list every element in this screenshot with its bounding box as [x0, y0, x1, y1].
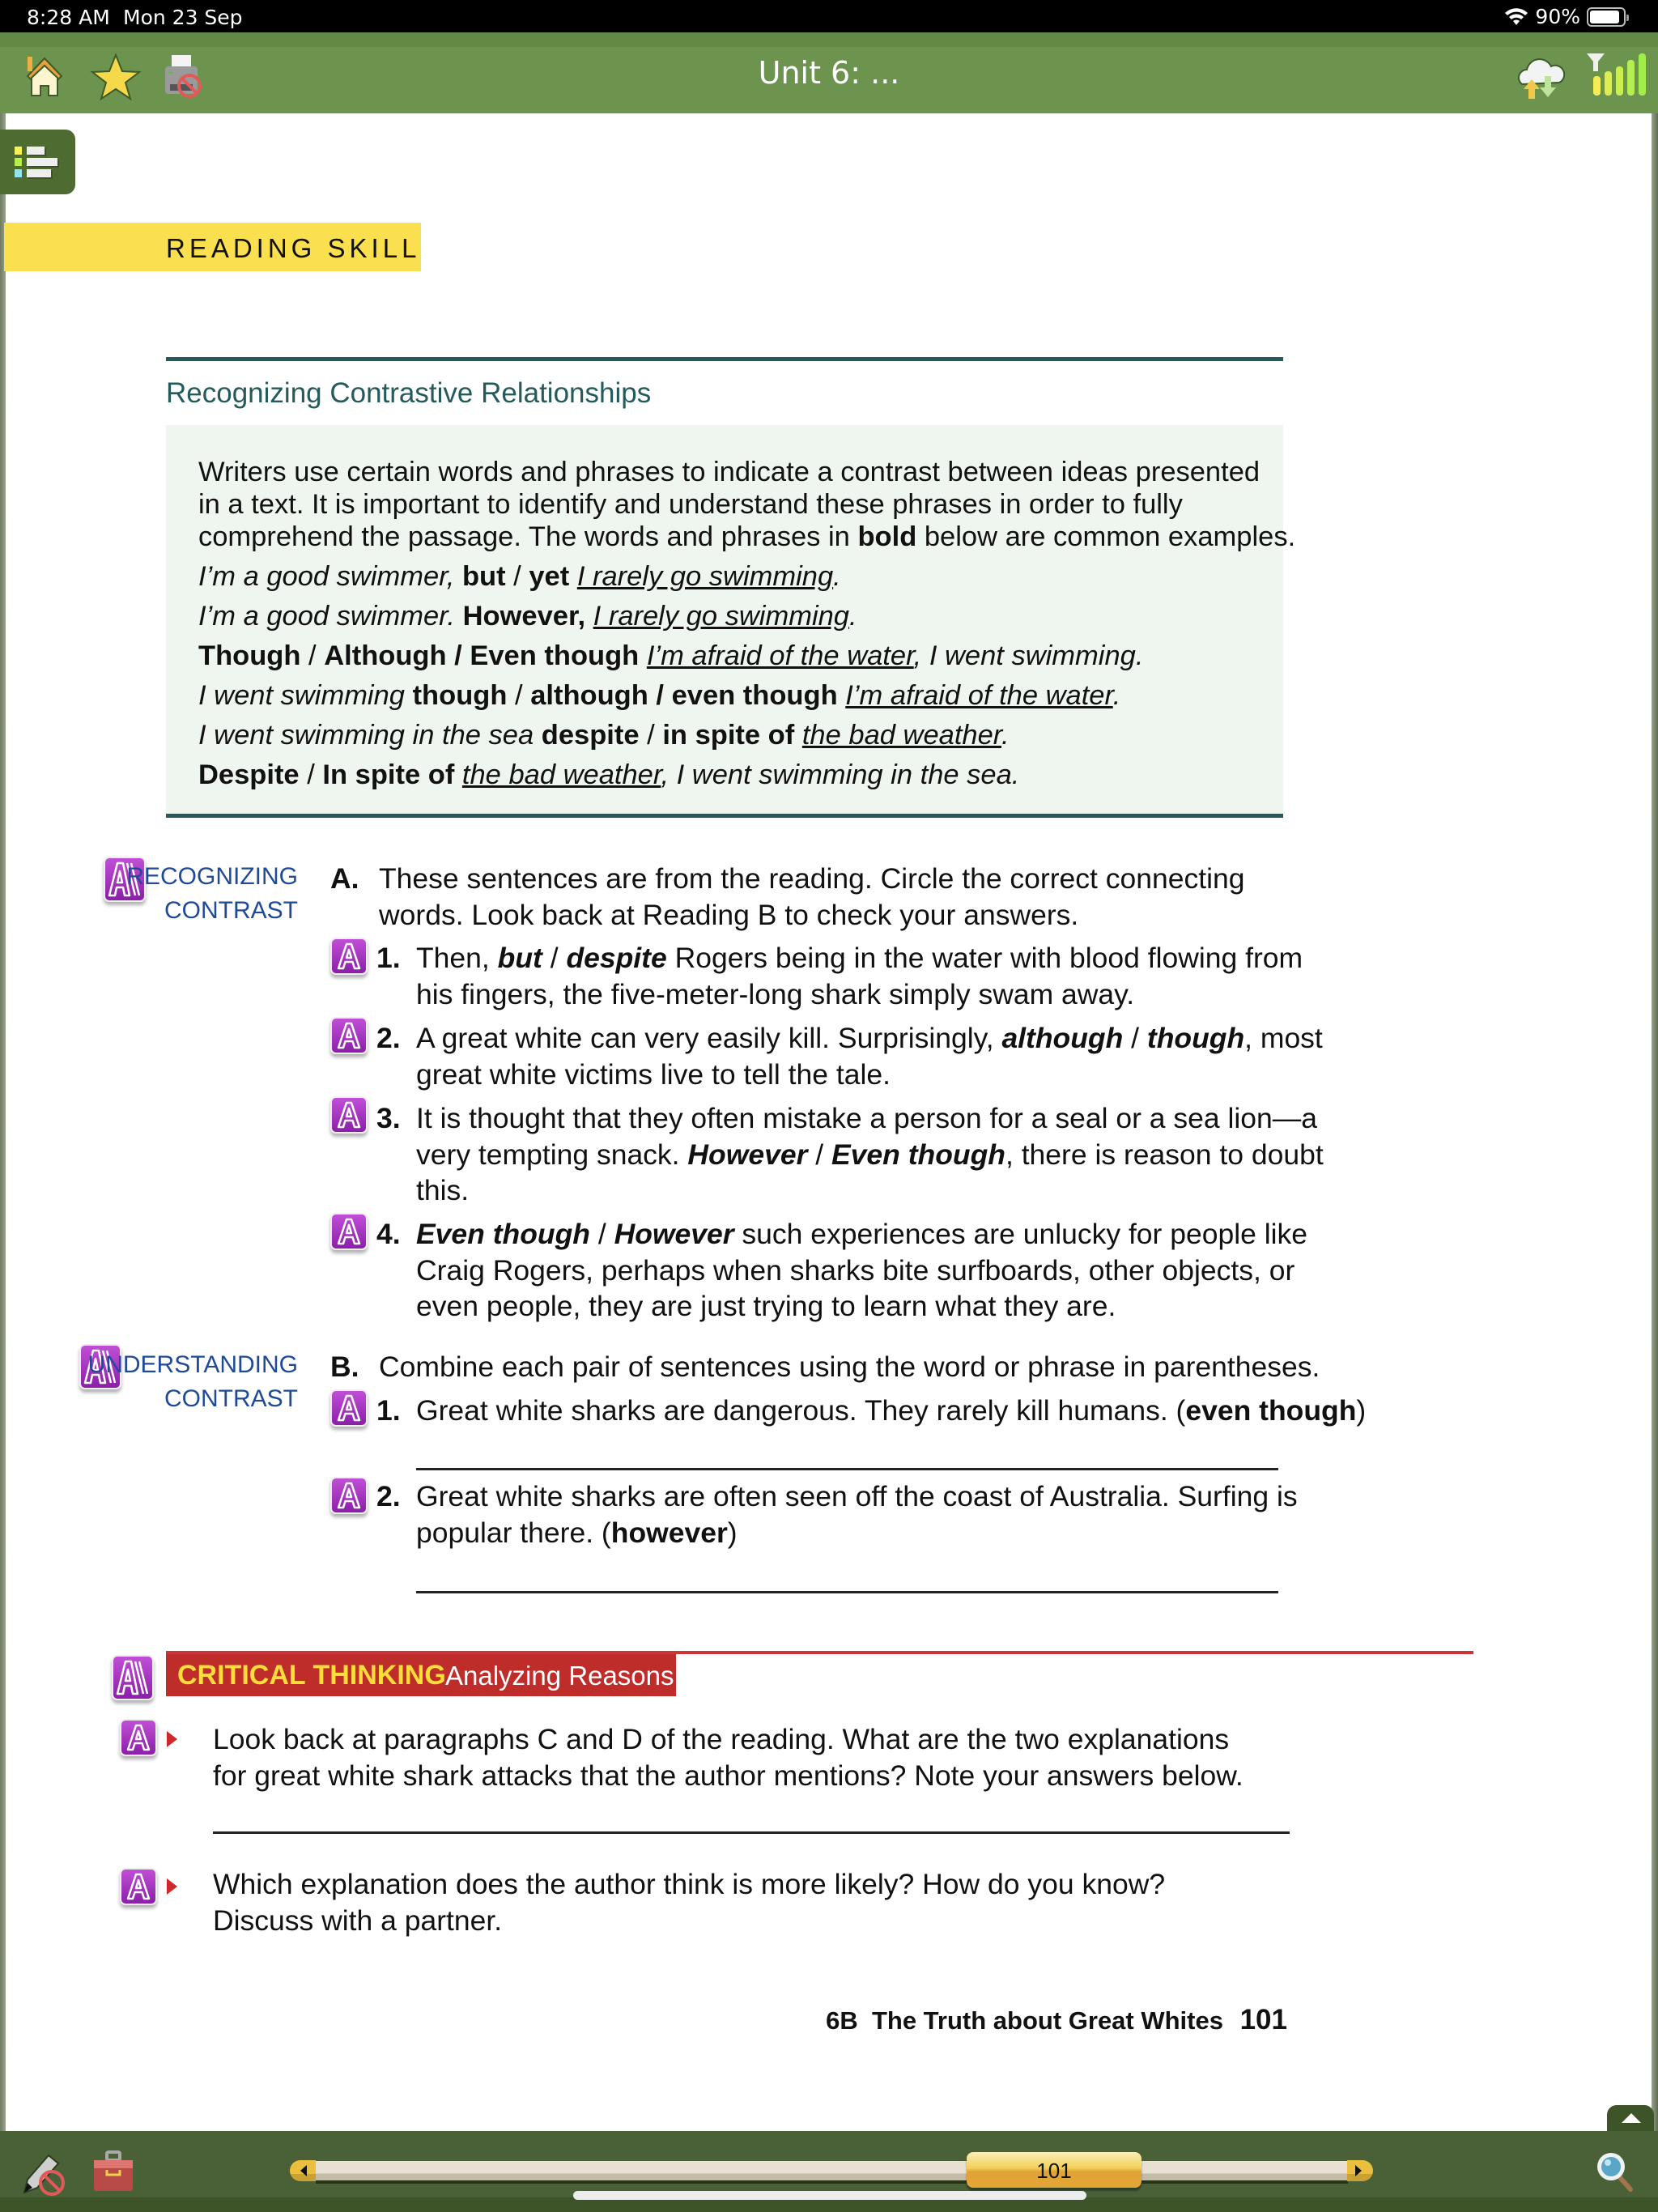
status-bar	[0, 0, 1658, 32]
activity-badge-b-item-1[interactable]	[330, 1389, 368, 1427]
status-indicators	[1504, 5, 1626, 28]
annotate-disabled-icon[interactable]	[16, 2147, 68, 2203]
example-line: I went swimming though / although / even though I’m afraid of the water.	[198, 680, 1121, 711]
home-indicator	[573, 2191, 1086, 2200]
margin-label-understanding-contrast: UNDERSTANDING CONTRAST	[87, 1351, 298, 1412]
example-line: I’m a good swimmer. However, I rarely go swimming.	[198, 601, 857, 632]
cloud-sync-icon[interactable]	[1514, 50, 1567, 104]
skill-title: Recognizing Contrastive Relationships	[166, 377, 652, 409]
intro-line: comprehend the passage. The words and phrases in bold below are common examples.	[198, 521, 1296, 552]
answer-line-b2[interactable]	[416, 1591, 1278, 1593]
activity-badge-item-4[interactable]	[330, 1213, 368, 1250]
previous-page-button[interactable]	[290, 2160, 316, 2181]
example-line: I’m a good swimmer, but / yet I rarely go swimming.	[198, 561, 841, 592]
top-toolbar	[0, 32, 1658, 113]
option-even-though[interactable]: Even though	[416, 1218, 590, 1250]
activity-badge-item-3[interactable]	[330, 1096, 368, 1134]
table-of-contents-button[interactable]	[0, 130, 75, 194]
margin-label-recognizing-contrast: RECOGNIZING CONTRAST	[126, 863, 298, 924]
status-date: Mon 23 Sep	[123, 6, 243, 29]
critical-thinking-subtitle: Analyzing Reasons	[445, 1661, 674, 1691]
intro-line: in a text. It is important to identify and understand these phrases in order to fully	[198, 489, 1183, 520]
option-although[interactable]: although	[1001, 1022, 1124, 1054]
window-title: Unit 6: ...	[758, 55, 900, 91]
critical-thinking-header	[166, 1654, 676, 1696]
activity-badge-b-item-2[interactable]	[330, 1477, 368, 1514]
reading-skill-band	[4, 223, 421, 271]
filter-signal-icon[interactable]	[1585, 50, 1650, 104]
example-line: I went swimming in the sea despite / in spite of the bad weather.	[198, 720, 1010, 751]
skill-bottom-rule	[166, 814, 1283, 818]
activity-badge-item-1[interactable]	[330, 938, 368, 975]
status-time: 8:28 AM	[27, 6, 110, 29]
critical-thinking-question-1: Look back at paragraphs C and D of the reading. What are the two explanations for great white shark attacks that the author mentions? Note your answers below.	[213, 1723, 1244, 1792]
bullet-arrow-icon	[167, 1731, 177, 1747]
critical-thinking-label: CRITICAL THINKING	[177, 1660, 446, 1691]
page-scrubber-track[interactable]	[316, 2161, 1348, 2180]
answer-line-b1[interactable]	[416, 1468, 1278, 1470]
activity-badge-ct-q1[interactable]	[120, 1719, 157, 1756]
footer-section: 6B	[826, 2006, 858, 2035]
option-however[interactable]: However	[614, 1218, 734, 1250]
search-zoom-icon[interactable]	[1593, 2149, 1639, 2198]
wifi-icon	[1504, 7, 1528, 27]
option-but[interactable]: but	[497, 942, 542, 974]
critical-thinking-question-2: Which explanation does the author think is more likely? How do you know? Discuss with a partner.	[213, 1868, 1166, 1937]
option-despite[interactable]: despite	[566, 942, 667, 974]
toolbox-icon[interactable]	[91, 2150, 139, 2200]
footer-title: The Truth about Great Whites	[871, 2006, 1223, 2035]
reading-skill-label: READING SKILL	[166, 233, 421, 263]
expand-thumbnails-button[interactable]	[1607, 2105, 1654, 2133]
next-page-button[interactable]	[1347, 2160, 1373, 2181]
battery-icon	[1587, 7, 1626, 27]
option-though[interactable]: though	[1146, 1022, 1245, 1054]
page-footer	[826, 2004, 1287, 2036]
page-scrubber-thumb[interactable]: 101	[967, 2152, 1141, 2188]
skill-explanation-box	[166, 425, 1296, 815]
example-line: Despite / In spite of the bad weather, I went swimming in the sea.	[198, 759, 1020, 790]
bullet-arrow-icon	[167, 1878, 177, 1895]
activity-badge-item-2[interactable]	[330, 1017, 368, 1054]
battery-percent: 90%	[1535, 5, 1580, 28]
activity-badge-critical-thinking[interactable]	[112, 1655, 154, 1700]
footer-page-number: 101	[1239, 2004, 1287, 2035]
page-edge-left	[0, 113, 6, 2131]
intro-line: Writers use certain words and phrases to indicate a contrast between ideas presented	[198, 457, 1261, 487]
skill-top-rule	[166, 357, 1283, 361]
example-line: Though / Although / Even though I’m afraid of the water, I went swimming.	[198, 640, 1144, 671]
activity-badge-ct-q2[interactable]	[120, 1868, 157, 1905]
answer-line-ct1[interactable]	[213, 1831, 1290, 1834]
page-edge-right	[1652, 113, 1658, 2131]
option-even-though[interactable]: Even though	[831, 1138, 1005, 1171]
option-however[interactable]: However	[687, 1138, 808, 1171]
